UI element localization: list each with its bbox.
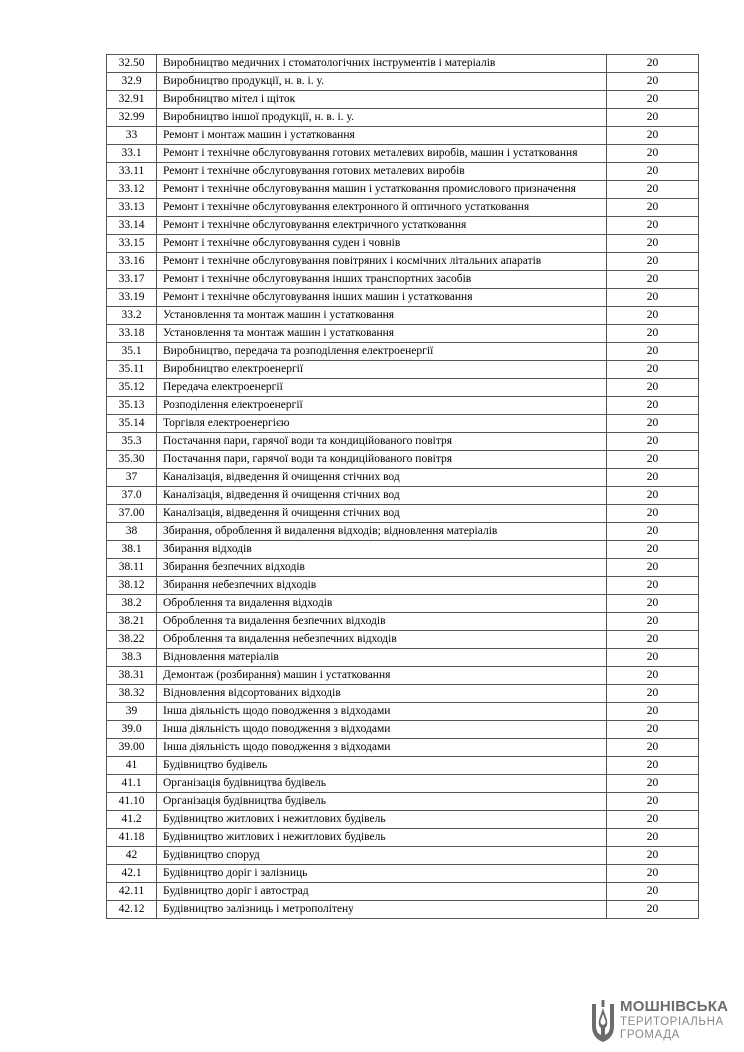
- table-row: [107, 847, 699, 865]
- table-row: [107, 505, 699, 523]
- table-row: [107, 757, 699, 775]
- table-body: [107, 55, 699, 919]
- rate-value: 20: [607, 721, 699, 739]
- rate-value: 20: [607, 577, 699, 595]
- table-row: [107, 145, 699, 163]
- activity-name: Ремонт і технічне обслуговування інших машин і устатковання: [157, 289, 607, 307]
- activity-name: Будівництво доріг і залізниць: [157, 865, 607, 883]
- activity-code: 33.17: [107, 271, 157, 289]
- rate-value: 20: [607, 307, 699, 325]
- activity-name: Каналізація, відведення й очищення стічних вод: [157, 469, 607, 487]
- activity-name: Організація будівництва будівель: [157, 775, 607, 793]
- activity-name: Інша діяльність щодо поводження з відходами: [157, 703, 607, 721]
- activity-name: Відновлення матеріалів: [157, 649, 607, 667]
- table-row: [107, 361, 699, 379]
- activity-name: Будівництво споруд: [157, 847, 607, 865]
- table-row: [107, 109, 699, 127]
- rate-value: 20: [607, 217, 699, 235]
- activity-name: Ремонт і технічне обслуговування готових металевих виробів, машин і устатковання: [157, 145, 607, 163]
- rate-value: 20: [607, 685, 699, 703]
- table-row: [107, 559, 699, 577]
- activity-name: Ремонт і технічне обслуговування машин і устатковання промислового призначення: [157, 181, 607, 199]
- rate-value: 20: [607, 775, 699, 793]
- activity-code: 38.11: [107, 559, 157, 577]
- activity-code: 38: [107, 523, 157, 541]
- rate-value: 20: [607, 253, 699, 271]
- activity-name: Організація будівництва будівель: [157, 793, 607, 811]
- logo-subtitle-2: ГРОМАДА: [620, 1029, 680, 1041]
- rate-value: 20: [607, 523, 699, 541]
- rate-value: 20: [607, 595, 699, 613]
- rate-value: 20: [607, 361, 699, 379]
- activity-name: Розподілення електроенергії: [157, 397, 607, 415]
- activity-code: 32.99: [107, 109, 157, 127]
- activity-code: 32.50: [107, 55, 157, 73]
- rate-value: 20: [607, 487, 699, 505]
- activity-code: 42.12: [107, 901, 157, 919]
- activity-code: 37.0: [107, 487, 157, 505]
- table-row: [107, 685, 699, 703]
- activity-code: 41: [107, 757, 157, 775]
- table-row: [107, 217, 699, 235]
- activity-code: 33.14: [107, 217, 157, 235]
- activity-name: Установлення та монтаж машин і устатковання: [157, 307, 607, 325]
- activity-code: 42.11: [107, 883, 157, 901]
- activity-code: 35.30: [107, 451, 157, 469]
- rate-value: 20: [607, 865, 699, 883]
- activity-name: Ремонт і технічне обслуговування готових металевих виробів: [157, 163, 607, 181]
- rate-value: 20: [607, 325, 699, 343]
- rate-value: 20: [607, 379, 699, 397]
- activity-name: Постачання пари, гарячої води та кондиційованого повітря: [157, 451, 607, 469]
- table-row: [107, 775, 699, 793]
- table-row: [107, 271, 699, 289]
- rate-value: 20: [607, 739, 699, 757]
- rate-value: 20: [607, 271, 699, 289]
- activity-code: 38.1: [107, 541, 157, 559]
- table-row: [107, 325, 699, 343]
- activity-code: 33.16: [107, 253, 157, 271]
- activity-name: Каналізація, відведення й очищення стічних вод: [157, 505, 607, 523]
- activity-name: Будівництво будівель: [157, 757, 607, 775]
- table-row: [107, 829, 699, 847]
- activity-name: Передача електроенергії: [157, 379, 607, 397]
- table-row: [107, 865, 699, 883]
- rate-value: 20: [607, 667, 699, 685]
- rate-value: 20: [607, 847, 699, 865]
- table-row: [107, 613, 699, 631]
- activity-name: Установлення та монтаж машин і устатковання: [157, 325, 607, 343]
- table-row: [107, 307, 699, 325]
- activity-code: 41.10: [107, 793, 157, 811]
- table-row: [107, 343, 699, 361]
- table-row: [107, 55, 699, 73]
- activity-code: 35.14: [107, 415, 157, 433]
- activity-name: Будівництво доріг і автострад: [157, 883, 607, 901]
- rate-value: 20: [607, 289, 699, 307]
- logo-title: МОШНІВСЬКА: [620, 998, 729, 1015]
- activity-code: 42.1: [107, 865, 157, 883]
- table-row: [107, 379, 699, 397]
- activity-name: Ремонт і технічне обслуговування суден і човнів: [157, 235, 607, 253]
- activity-name: Торгівля електроенергією: [157, 415, 607, 433]
- rate-value: 20: [607, 55, 699, 73]
- activity-code: 33.18: [107, 325, 157, 343]
- activity-code: 33: [107, 127, 157, 145]
- activity-name: Виробництво мітел і щіток: [157, 91, 607, 109]
- activity-code: 38.21: [107, 613, 157, 631]
- rate-value: 20: [607, 469, 699, 487]
- table-row: [107, 73, 699, 91]
- activity-code: 33.19: [107, 289, 157, 307]
- activity-name: Оброблення та видалення безпечних відходів: [157, 613, 607, 631]
- activity-code: 37: [107, 469, 157, 487]
- table-row: [107, 631, 699, 649]
- activity-name: Інша діяльність щодо поводження з відходами: [157, 721, 607, 739]
- activity-name: Ремонт і технічне обслуговування інших транспортних засобів: [157, 271, 607, 289]
- activity-name: Збирання, оброблення й видалення відходів; відновлення матеріалів: [157, 523, 607, 541]
- table-row: [107, 253, 699, 271]
- table-row: [107, 451, 699, 469]
- table-row: [107, 433, 699, 451]
- activity-code: 41.18: [107, 829, 157, 847]
- rate-value: 20: [607, 901, 699, 919]
- table-row: [107, 181, 699, 199]
- table-row: [107, 811, 699, 829]
- rate-value: 20: [607, 109, 699, 127]
- activity-code: 37.00: [107, 505, 157, 523]
- activity-name: Постачання пари, гарячої води та кондиційованого повітря: [157, 433, 607, 451]
- rate-value: 20: [607, 559, 699, 577]
- activity-name: Ремонт і технічне обслуговування повітряних і космічних літальних апаратів: [157, 253, 607, 271]
- table-row: [107, 523, 699, 541]
- rate-value: 20: [607, 613, 699, 631]
- activity-code: 39: [107, 703, 157, 721]
- rate-value: 20: [607, 541, 699, 559]
- activity-name: Оброблення та видалення відходів: [157, 595, 607, 613]
- activity-code: 33.12: [107, 181, 157, 199]
- community-logo: [590, 998, 730, 1044]
- table-row: [107, 91, 699, 109]
- table-row: [107, 595, 699, 613]
- activity-name: Ремонт і технічне обслуговування електронного й оптичного устатковання: [157, 199, 607, 217]
- table-row: [107, 415, 699, 433]
- table-row: [107, 289, 699, 307]
- rate-value: 20: [607, 649, 699, 667]
- activity-name: Будівництво житлових і нежитлових будівель: [157, 811, 607, 829]
- rate-value: 20: [607, 235, 699, 253]
- rate-value: 20: [607, 343, 699, 361]
- activity-code: 35.12: [107, 379, 157, 397]
- activity-name: Будівництво житлових і нежитлових будівель: [157, 829, 607, 847]
- rate-value: 20: [607, 163, 699, 181]
- rate-value: 20: [607, 73, 699, 91]
- activity-code: 35.1: [107, 343, 157, 361]
- rate-value: 20: [607, 811, 699, 829]
- activity-name: Інша діяльність щодо поводження з відходами: [157, 739, 607, 757]
- rate-value: 20: [607, 397, 699, 415]
- table-row: [107, 163, 699, 181]
- activity-code: 38.2: [107, 595, 157, 613]
- activity-name: Каналізація, відведення й очищення стічних вод: [157, 487, 607, 505]
- table-row: [107, 901, 699, 919]
- activity-code: 33.15: [107, 235, 157, 253]
- rate-value: 20: [607, 127, 699, 145]
- activity-name: Будівництво залізниць і метрополітену: [157, 901, 607, 919]
- activity-name: Ремонт і монтаж машин і устатковання: [157, 127, 607, 145]
- rate-value: 20: [607, 631, 699, 649]
- table-row: [107, 199, 699, 217]
- table-row: [107, 721, 699, 739]
- activity-name: Відновлення відсортованих відходів: [157, 685, 607, 703]
- rate-value: 20: [607, 757, 699, 775]
- table-row: [107, 703, 699, 721]
- activity-code: 33.11: [107, 163, 157, 181]
- activity-code: 42: [107, 847, 157, 865]
- activity-code: 33.1: [107, 145, 157, 163]
- rate-value: 20: [607, 829, 699, 847]
- activity-name: Виробництво продукції, н. в. і. у.: [157, 73, 607, 91]
- activity-code: 38.12: [107, 577, 157, 595]
- activity-code: 32.9: [107, 73, 157, 91]
- rate-value: 20: [607, 415, 699, 433]
- activity-name: Виробництво іншої продукції, н. в. і. у.: [157, 109, 607, 127]
- table-row: [107, 739, 699, 757]
- activity-name: Збирання відходів: [157, 541, 607, 559]
- rate-value: 20: [607, 505, 699, 523]
- table-row: [107, 541, 699, 559]
- table-row: [107, 649, 699, 667]
- table-row: [107, 793, 699, 811]
- rate-value: 20: [607, 793, 699, 811]
- activity-code: 35.11: [107, 361, 157, 379]
- activity-code: 32.91: [107, 91, 157, 109]
- table-row: [107, 667, 699, 685]
- table-row: [107, 487, 699, 505]
- activity-code: 38.32: [107, 685, 157, 703]
- activity-code: 39.0: [107, 721, 157, 739]
- rate-value: 20: [607, 451, 699, 469]
- table-row: [107, 235, 699, 253]
- activity-name: Оброблення та видалення небезпечних відходів: [157, 631, 607, 649]
- table-row: [107, 397, 699, 415]
- activity-name: Виробництво електроенергії: [157, 361, 607, 379]
- rate-value: 20: [607, 145, 699, 163]
- rate-value: 20: [607, 181, 699, 199]
- activity-code: 41.1: [107, 775, 157, 793]
- rate-value: 20: [607, 91, 699, 109]
- logo-subtitle-1: ТЕРИТОРІАЛЬНА: [620, 1016, 724, 1028]
- activity-code: 33.13: [107, 199, 157, 217]
- rate-value: 20: [607, 433, 699, 451]
- activity-name: Демонтаж (розбирання) машин і устатковання: [157, 667, 607, 685]
- activity-code: 35.13: [107, 397, 157, 415]
- activity-name: Збирання небезпечних відходів: [157, 577, 607, 595]
- table-row: [107, 883, 699, 901]
- activity-code: 39.00: [107, 739, 157, 757]
- rate-value: 20: [607, 883, 699, 901]
- activity-name: Ремонт і технічне обслуговування електричного устатковання: [157, 217, 607, 235]
- rate-value: 20: [607, 703, 699, 721]
- table-row: [107, 127, 699, 145]
- activity-name: Виробництво медичних і стоматологічних інструментів і матеріалів: [157, 55, 607, 73]
- activity-code: 38.31: [107, 667, 157, 685]
- activity-code: 35.3: [107, 433, 157, 451]
- activity-code: 33.2: [107, 307, 157, 325]
- table-row: [107, 469, 699, 487]
- activity-name: Виробництво, передача та розподілення електроенергії: [157, 343, 607, 361]
- activity-code: 41.2: [107, 811, 157, 829]
- activity-name: Збирання безпечних відходів: [157, 559, 607, 577]
- rate-value: 20: [607, 199, 699, 217]
- activity-code: 38.22: [107, 631, 157, 649]
- activity-code: 38.3: [107, 649, 157, 667]
- table-row: [107, 577, 699, 595]
- activity-codes-table: [106, 54, 699, 919]
- trident-icon: [590, 1000, 616, 1044]
